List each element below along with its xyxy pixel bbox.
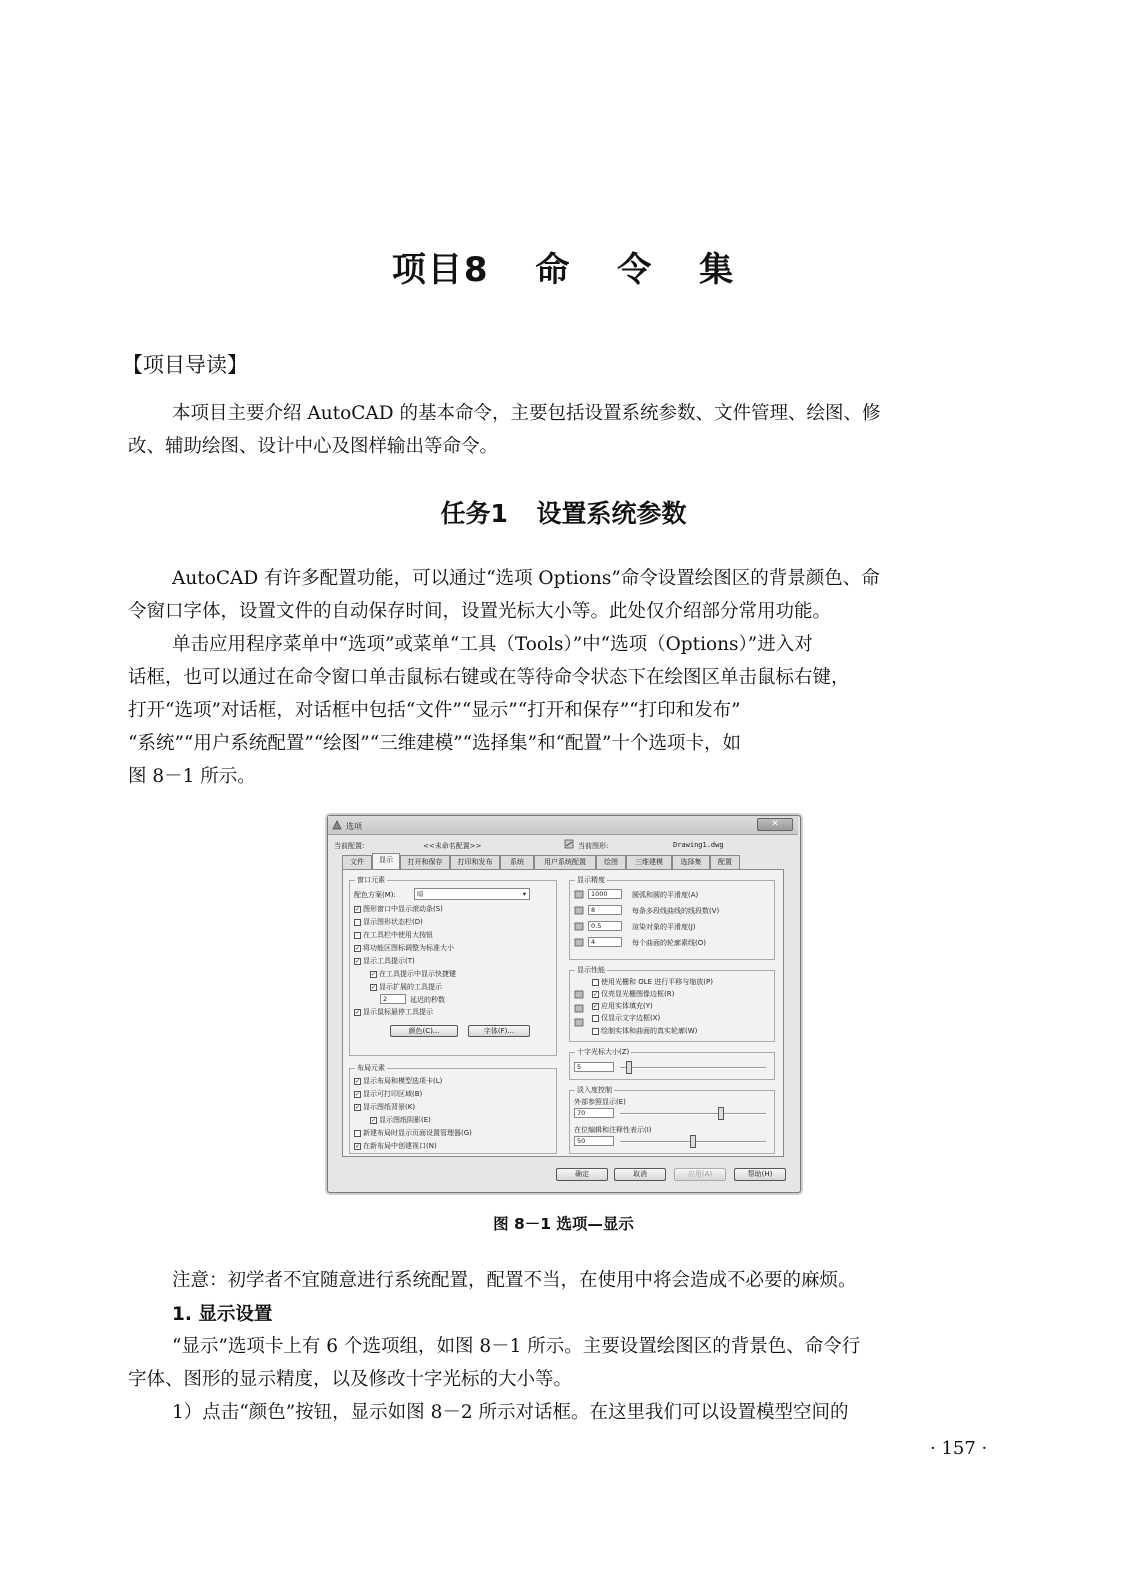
colors-button[interactable]: 颜色(C)... — [390, 1025, 458, 1037]
checkbox-raster-frame[interactable] — [592, 990, 674, 999]
paragraph-line: “系统”“用户系统配置”“绘图”“三维建模”“选择集”和“配置”十个选项卡，如 — [128, 733, 741, 754]
intro-line: 本项目主要介绍 AutoCAD 的基本命令，主要包括设置系统参数、文件管理、绘图、修 — [172, 403, 881, 424]
field-value: 70 — [577, 1109, 586, 1117]
checkbox-box[interactable]: ✓ — [355, 957, 361, 965]
group-title: 布局元素 — [357, 1064, 385, 1072]
crosshair-size-group — [569, 1048, 775, 1080]
inplace-edit-label: 在位编辑和注释性表示(I) — [574, 1126, 652, 1134]
xref-display-slider[interactable] — [620, 1107, 766, 1121]
arc-smoothness-input[interactable] — [588, 889, 622, 899]
color-scheme-select[interactable] — [414, 888, 530, 900]
help-button[interactable]: 帮助(H) — [734, 1168, 786, 1181]
field-value: 50 — [577, 1137, 586, 1145]
current-profile-value: <<未命名配置>> — [423, 842, 482, 850]
checkbox-label: 图形窗口中显示滚动条(S) — [363, 905, 443, 913]
checkbox-label: 显示可打印区域(B) — [363, 1090, 423, 1098]
tab-system[interactable]: 系统 — [500, 855, 534, 869]
checkbox-box[interactable]: ✓ — [371, 970, 377, 978]
checkbox-true-silhouettes[interactable] — [592, 1027, 697, 1036]
close-button[interactable] — [757, 818, 793, 831]
polyline-segments-label: 每条多段线曲线的线段数(V) — [632, 907, 720, 915]
checkbox-shortcut-keys[interactable] — [370, 970, 456, 979]
crosshair-size-slider[interactable] — [620, 1061, 766, 1075]
dialog-title: 选项 — [346, 822, 362, 831]
checkbox-status-bar[interactable] — [354, 918, 423, 927]
display-performance-group — [569, 966, 775, 1042]
checkbox-tooltips[interactable] — [354, 957, 415, 966]
arc-smoothness-label: 圆弧和圆的平滑度(A) — [632, 891, 699, 899]
window-elements-group — [349, 876, 557, 1056]
paragraph-line: 图 8－1 所示。 — [128, 766, 256, 787]
resolution-icon — [574, 889, 584, 899]
apply-button[interactable]: 应用(A) — [674, 1168, 726, 1181]
drawing-icon — [564, 839, 574, 849]
tab-plot-and-publish[interactable]: 打印和发布 — [450, 855, 500, 869]
field-value: 5 — [577, 1063, 582, 1071]
slider-track — [620, 1067, 766, 1069]
checkbox-box[interactable] — [592, 1028, 599, 1035]
performance-icon — [574, 1003, 584, 1013]
tab-3d-modeling[interactable]: 三维建模 — [626, 855, 672, 869]
checkbox-layout-tabs[interactable] — [354, 1077, 442, 1086]
tab-profiles[interactable]: 配置 — [710, 855, 740, 869]
tab-drafting[interactable]: 绘图 — [596, 855, 626, 869]
paragraph-line: 单击应用程序菜单中“选项”或菜单“工具（Tools）”中“选项（Options）”进入对 — [172, 634, 813, 655]
checkbox-label: 应用实体填充(Y) — [601, 1002, 653, 1010]
checkbox-box[interactable]: ✓ — [371, 1116, 377, 1124]
task-title: 任务1 设置系统参数 — [440, 499, 687, 528]
layout-elements-group — [349, 1064, 557, 1154]
paragraph-line: “显示”选项卡上有 6 个选项组，如图 8－1 所示。主要设置绘图区的背景色、命令行 — [172, 1336, 861, 1357]
resolution-icon — [574, 937, 584, 947]
checkbox-label: 绘制实体和曲面的真实轮廓(W) — [601, 1027, 698, 1035]
slider-thumb[interactable] — [718, 1107, 724, 1120]
tab-files[interactable]: 文件 — [342, 855, 372, 869]
checkbox-label: 仅亮显光栅图像边框(R) — [601, 990, 675, 998]
render-smoothness-label: 渲染对象的平滑度(J) — [632, 923, 696, 931]
checkbox-box[interactable]: ✓ — [355, 1090, 361, 1098]
figure-caption: 图 8－1 选项—显示 — [493, 1215, 634, 1233]
display-resolution-group — [569, 876, 775, 960]
checkbox-rollover-tooltips[interactable] — [354, 1008, 433, 1017]
field-value: 0.5 — [591, 922, 602, 930]
inplace-edit-input[interactable] — [574, 1136, 614, 1146]
current-drawing-label: 当前图形: — [578, 842, 609, 850]
group-title: 淡入度控制 — [577, 1086, 612, 1094]
checkbox-box[interactable]: ✓ — [371, 983, 377, 991]
field-value: 1000 — [591, 890, 608, 898]
inplace-edit-slider[interactable] — [620, 1135, 766, 1149]
checkbox-label: 显示图形状态栏(D) — [363, 918, 423, 926]
checkbox-box[interactable]: ✓ — [593, 990, 599, 998]
checkbox-label: 显示图纸背景(K) — [363, 1103, 416, 1111]
checkbox-label: 在新布局中创建视口(N) — [363, 1142, 437, 1150]
checkbox-box[interactable] — [354, 1130, 361, 1137]
checkbox-box[interactable] — [592, 1015, 599, 1022]
contour-lines-label: 每个曲面的轮廓素线(O) — [632, 939, 706, 947]
checkbox-solid-fill[interactable] — [592, 1002, 653, 1011]
checkbox-box[interactable]: ✓ — [355, 1142, 361, 1150]
delay-label: 延迟的秒数 — [410, 996, 445, 1004]
checkbox-extended-tooltips[interactable] — [370, 983, 442, 992]
checkbox-paper-shadow[interactable] — [370, 1116, 431, 1125]
resolution-icon — [574, 921, 584, 931]
render-smoothness-input[interactable] — [588, 921, 622, 931]
checkbox-label: 使用光栅和 OLE 进行平移与缩放(P) — [601, 978, 713, 986]
checkbox-large-buttons[interactable] — [354, 931, 433, 940]
checkbox-create-viewport[interactable] — [354, 1142, 437, 1151]
paragraph-line: 打开“选项”对话框，对话框中包括“文件”“显示”“打开和保存”“打印和发布” — [128, 700, 741, 721]
checkbox-label: 显示鼠标悬停工具提示 — [363, 1008, 433, 1016]
paragraph-line: AutoCAD 有许多配置功能，可以通过“选项 Options”命令设置绘图区的背景颜色、命 — [172, 568, 880, 589]
paragraph-line: 令窗口字体，设置文件的自动保存时间，设置光标大小等。此处仅介绍部分常用功能。 — [128, 601, 832, 622]
checkbox-scrollbars[interactable] — [354, 905, 443, 914]
color-scheme-value: 暗 — [417, 890, 424, 898]
options-dialog — [327, 815, 801, 1193]
field-value: 8 — [591, 906, 596, 914]
checkbox-box[interactable] — [354, 932, 361, 939]
chevron-down-icon: ▾ — [522, 890, 526, 898]
current-drawing-value: Drawing1.dwg — [673, 841, 724, 849]
checkbox-label: 显示扩展的工具提示 — [379, 983, 442, 991]
paragraph-line: 1）点击“颜色”按钮，显示如图 8－2 所示对话框。在这里我们可以设置模型空间的 — [172, 1402, 849, 1423]
close-icon: ✕ — [771, 819, 779, 829]
xref-display-label: 外部参照显示(E) — [574, 1098, 626, 1106]
checkbox-box[interactable] — [592, 979, 599, 986]
paragraph-2 — [128, 628, 1000, 793]
checkbox-label: 将功能区图标调整为标准大小 — [363, 944, 454, 952]
paragraph-line: 话框，也可以通过在命令窗口单击鼠标右键或在等待命令状态下在绘图区单击鼠标右键， — [128, 667, 850, 688]
checkbox-text-frame[interactable] — [592, 1014, 660, 1023]
checkbox-box[interactable]: ✓ — [355, 1077, 361, 1085]
color-scheme-label: 配色方案(M): — [354, 891, 396, 899]
slider-thumb[interactable] — [626, 1061, 632, 1074]
delay-seconds-input[interactable] — [380, 994, 406, 1004]
checkbox-paper-background[interactable] — [354, 1103, 415, 1112]
checkbox-box[interactable]: ✓ — [355, 944, 361, 952]
checkbox-box[interactable]: ✓ — [355, 1008, 361, 1016]
intro-line: 改、辅助绘图、设计中心及图样输出等命令。 — [128, 436, 499, 457]
group-title: 窗口元素 — [357, 876, 385, 884]
group-title: 显示性能 — [577, 966, 605, 974]
paragraph-3 — [128, 1330, 1000, 1396]
checkbox-label: 显示工具提示(T) — [363, 957, 415, 965]
checkbox-label: 在工具提示中显示快捷键 — [379, 970, 456, 978]
paragraph-4 — [128, 1396, 1000, 1429]
tab-display[interactable]: 显示 — [372, 853, 400, 869]
checkbox-label: 显示布局和模型选项卡(L) — [363, 1077, 443, 1085]
tab-user-preferences[interactable]: 用户系统配置 — [534, 855, 596, 869]
display-tab-panel — [342, 869, 784, 1157]
paragraph-line: 字体、图形的显示精度，以及修改十字光标的大小等。 — [128, 1369, 573, 1390]
checkbox-ribbon-icons[interactable] — [354, 944, 454, 953]
checkbox-label: 在工具栏中使用大按钮 — [363, 931, 433, 939]
checkbox-label: 新建布局时显示页面设置管理器(G) — [363, 1129, 472, 1137]
checkbox-page-setup-manager[interactable] — [354, 1129, 472, 1138]
page-number: · 157 · — [930, 1438, 988, 1459]
group-title: 十字光标大小(Z) — [577, 1048, 630, 1056]
paragraph-1 — [128, 562, 1000, 628]
crosshair-size-input[interactable] — [574, 1062, 614, 1072]
fonts-button[interactable]: 字体(F)... — [468, 1025, 530, 1037]
field-value: 4 — [591, 938, 596, 946]
performance-icon — [574, 1017, 584, 1027]
ok-button[interactable]: 确定 — [556, 1168, 608, 1181]
slider-thumb[interactable] — [690, 1135, 696, 1148]
tab-selection[interactable]: 选择集 — [672, 855, 710, 869]
checkbox-box[interactable] — [354, 919, 361, 926]
autocad-app-icon — [332, 820, 342, 830]
section-heading: 1. 显示设置 — [172, 1304, 273, 1325]
delay-value: 2 — [383, 995, 388, 1003]
checkbox-printable-area[interactable] — [354, 1090, 422, 1099]
note-paragraph — [128, 1264, 1000, 1297]
checkbox-box[interactable]: ✓ — [355, 1103, 361, 1111]
group-title: 显示精度 — [577, 876, 605, 884]
current-profile-label: 当前配置: — [334, 842, 365, 850]
cancel-button[interactable]: 取消 — [614, 1168, 666, 1181]
checkbox-label: 显示图纸阴影(E) — [379, 1116, 431, 1124]
tab-open-and-save[interactable]: 打开和保存 — [400, 855, 450, 869]
contour-lines-input[interactable] — [588, 937, 622, 947]
intro-paragraph — [128, 397, 1000, 463]
fade-control-group — [569, 1086, 775, 1154]
checkbox-box[interactable]: ✓ — [355, 905, 361, 913]
chapter-title: 项目8 命 令 集 — [391, 250, 736, 290]
checkbox-raster-ole[interactable] — [592, 978, 713, 987]
note-line: 注意：初学者不宜随意进行系统配置，配置不当，在使用中将会造成不必要的麻烦。 — [172, 1270, 857, 1291]
performance-icon — [574, 989, 584, 999]
dialog-titlebar — [328, 816, 798, 835]
polyline-segments-input[interactable] — [588, 905, 622, 915]
xref-display-input[interactable] — [574, 1108, 614, 1118]
checkbox-label: 仅显示文字边框(X) — [601, 1014, 661, 1022]
guide-heading: 【项目导读】 — [122, 353, 248, 377]
slider-track — [620, 1113, 766, 1115]
resolution-icon — [574, 905, 584, 915]
checkbox-box[interactable]: ✓ — [593, 1002, 599, 1010]
